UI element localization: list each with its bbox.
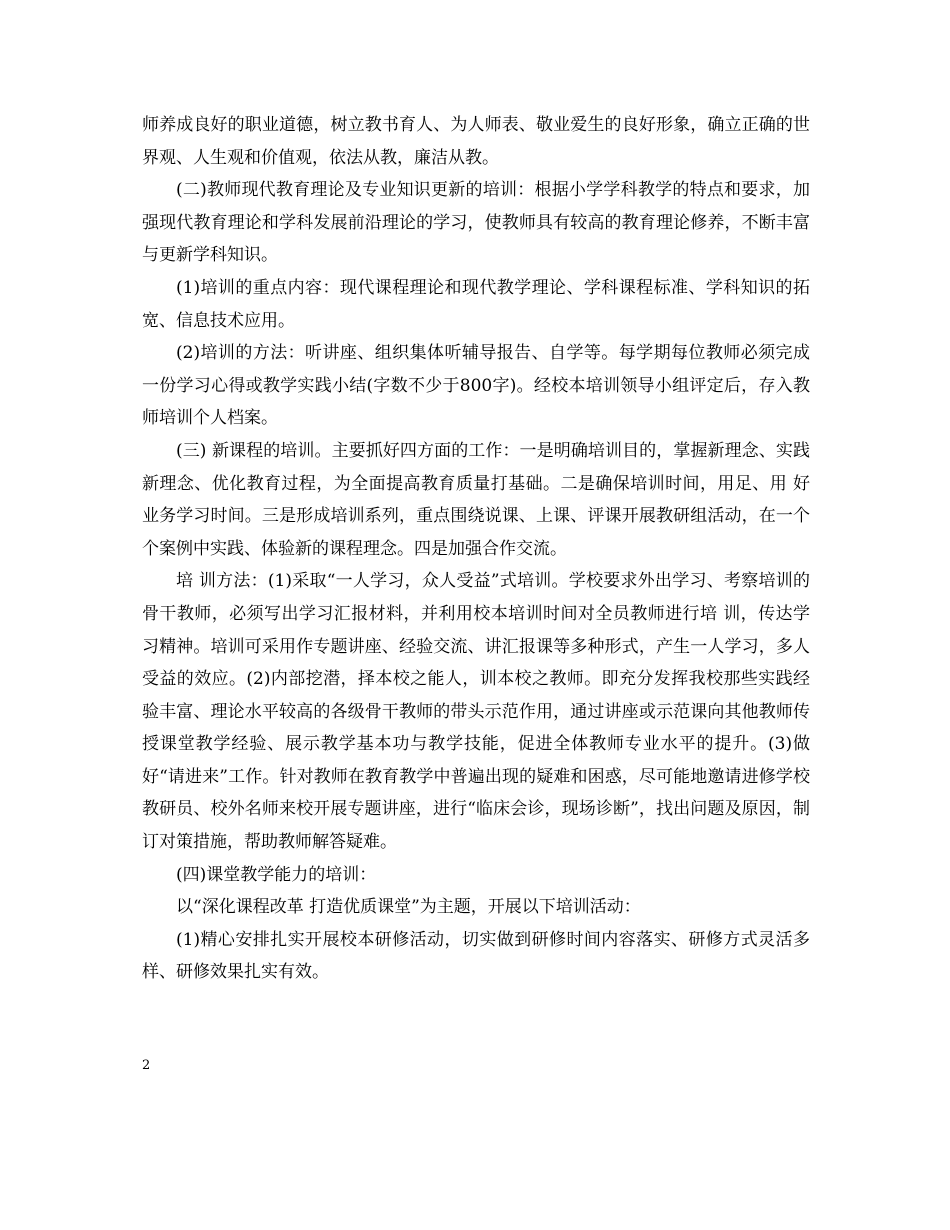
- paragraph-7: (四)课堂教学能力的培训：: [176, 864, 377, 885]
- paragraph-4: (2)培训的方法：听讲座、组织集体听辅导报告、自学等。每学期每位教师必须完成一份学习心得或教学实践小结(字数不少于800字)。经校本培训领导小组评定后，存入教师培训个人档案。: [142, 343, 810, 429]
- page-number: 2: [142, 1058, 151, 1073]
- document-body: [142, 109, 810, 989]
- paragraph-1: 师养成良好的职业道德，树立教书育人、为人师表、敬业爱生的良好形象，确立正确的世界观、人生观和价值观，依法从教，廉洁从教。: [142, 115, 810, 168]
- paragraph-5: (三) 新课程的培训。主要抓好四方面的工作：一是明确培训目的，掌握新理念、实践新理念、优化教育过程，为全面提高教育质量打基础。二是确保培训时间，用足、用 好业务学习时间。三是形成培训系列，重点围绕说课、上课、评课开展教研组活动，在一个个案例中实践、体验新的课程理念。四是加强合作交流。: [142, 440, 810, 559]
- paragraph-9: (1)精心安排扎实开展校本研修活动，切实做到研修时间内容落实、研修方式灵活多样、研修效果扎实有效。: [142, 929, 810, 983]
- paragraph-6: 培 训方法：(1)采取“一人学习，众人受益”式培训。学校要求外出学习、考察培训的骨干教师，必须写出学习汇报材料，并利用校本培训时间对全员教师进行培 训，传达学习精神。培训可采用作专题讲座、经验交流、讲汇报课等多种形式，产生一人学习，多人受益的效应。(2)内部挖潜，择本校之能人，训本校之教师。即充分发挥我校那些实践经验丰富、理论水平较高的各级骨干教师的带头示范作用，通过讲座或示范课向其他教师传授课堂教学经验、展示教学基本功与教学技能，促进全体教师专业水平的提升。(3)做好“请进来”工作。针对教师在教育教学中普遍出现的疑难和困惑，尽可能地邀请进修学校教研员、校外名师来校开展专题讲座，进行“临床会诊，现场诊断”，找出问题及原因，制订对策措施，帮助教师解答疑难。: [142, 571, 810, 853]
- paragraph-2: (二)教师现代教育理论及专业知识更新的培训：根据小学学科教学的特点和要求，加强现代教育理论和学科发展前沿理论的学习，使教师具有较高的教育理论修养，不断丰富与更新学科知识。: [142, 180, 810, 266]
- paragraph-3: (1)培训的重点内容：现代课程理论和现代教学理论、学科课程标准、学科知识的拓宽、信息技术应用。: [142, 277, 810, 331]
- paragraph-8: 以“深化课程改革 打造优质课堂”为主题，开展以下培训活动：: [176, 897, 641, 918]
